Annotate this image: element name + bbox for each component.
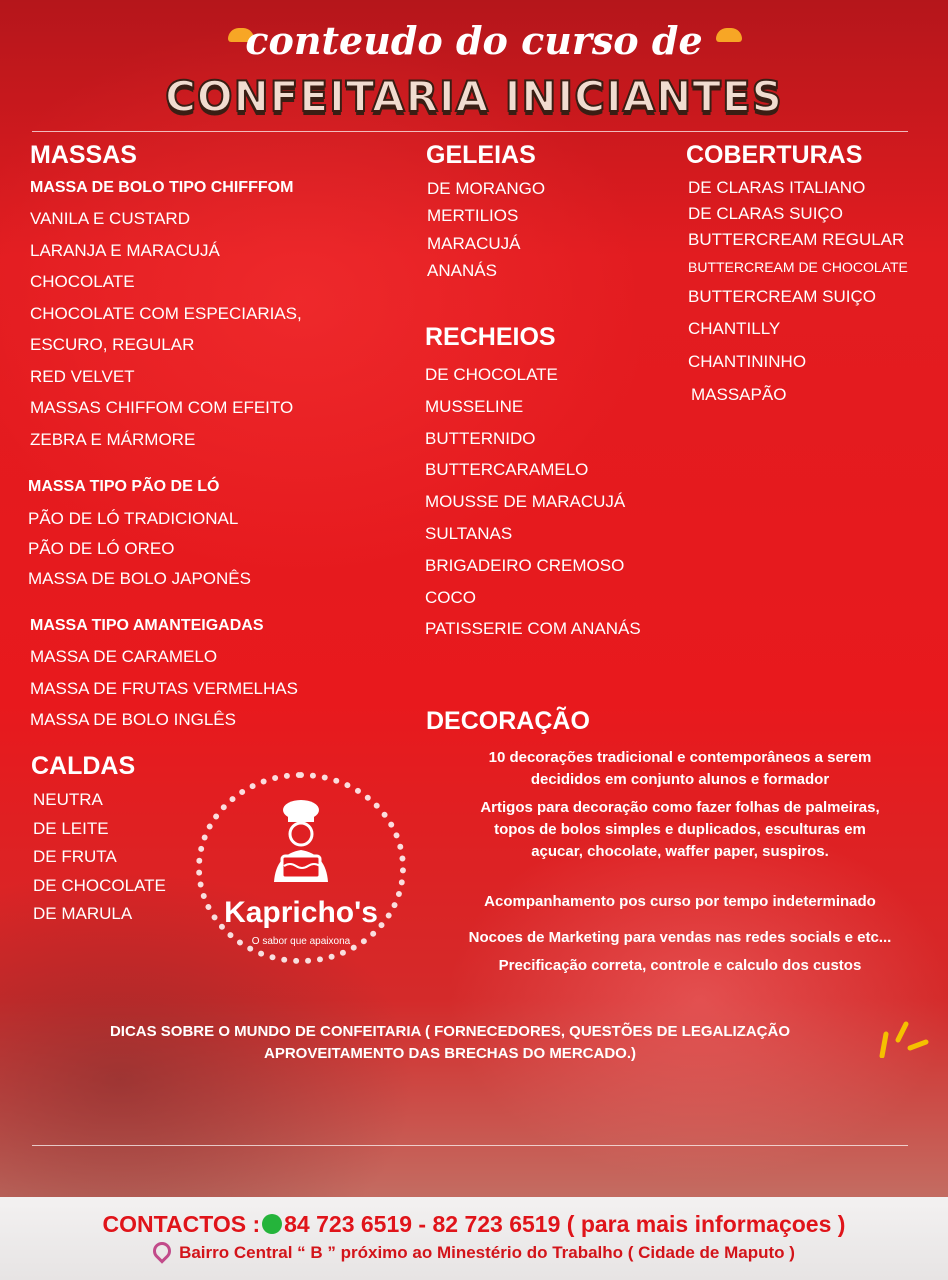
list-item: CHOCOLATE COM ESPECIARIAS, [30,303,302,323]
list-item: MASSAPÃO [691,385,787,404]
list-item: ESCURO, REGULAR [30,335,195,354]
list-item: BRIGADEIRO CREMOSO [425,555,625,575]
caldas-list [33,786,166,929]
coberturas-heading: COBERTURAS [686,141,863,169]
text-line: açucar, chocolate, waffer paper, suspiros. [531,843,829,860]
list-item: PÃO DE LÓ TRADICIONAL [28,509,239,528]
list-item: DE CLARAS ITALIANO [688,178,866,197]
list-item: DE MORANGO [427,179,546,198]
text-line: decididos em conjunto alunos e formador [530,771,830,788]
geleias-heading: GELEIAS [426,141,536,169]
list-item: BUTTERCARAMELO [425,460,589,480]
logo-tagline: O sabor que apaixona [251,936,351,947]
amanteigadas-title: MASSA TIPO AMANTEIGADAS [30,617,264,634]
list-item: MOUSSE DE MARACUJÁ [425,492,626,512]
massas-heading: MASSAS [30,141,137,169]
text-line: topos de bolos simples e duplicados, esculturas em [494,821,866,838]
caldas-heading: CALDAS [31,752,136,780]
whatsapp-icon [262,1214,282,1234]
list-item: PATISSERIE COM ANANÁS [425,619,641,639]
list-item: CHANTILLY [688,319,781,338]
pao-de-lo-title: MASSA TIPO PÃO DE LÓ [28,478,220,495]
decoracao-paragraph-1 [410,747,948,791]
list-item: NEUTRA [33,790,103,809]
dicas-text [0,1021,900,1065]
divider [32,131,908,132]
chiffon-title: MASSA DE BOLO TIPO CHIFFFOM [30,179,294,196]
list-item: MASSA DE CARAMELO [30,647,218,666]
decoracao-paragraph-5: Precificação correta, controle e calculo dos custos [498,957,862,974]
decoracao-paragraph-3: Acompanhamento pos curso por tempo indeterminado [484,893,876,910]
phone-numbers: 84 723 6519 - 82 723 6519 ( para mais informaçoes ) [284,1211,846,1237]
list-item: MUSSELINE [425,396,524,416]
list-item: DE FRUTA [33,847,117,866]
list-item: BUTTERNIDO [425,428,536,448]
list-item: COCO [425,587,476,607]
list-item: VANILA E CUSTARD [30,209,190,228]
list-item: CHANTININHO [688,352,807,371]
list-item: ZEBRA E MÁRMORE [30,429,196,449]
list-item: MASSAS CHIFFOM COM EFEITO [30,398,294,417]
pao-de-lo-list [28,504,251,594]
list-item: BUTTERCREAM DE CHOCOLATE [688,259,908,275]
sparkle-decoration-icon [874,1018,932,1058]
decoracao-paragraph-2 [410,797,948,863]
contact-label: CONTACTOS : [102,1211,261,1237]
chiffon-list [30,203,302,455]
geleias-list [427,175,545,284]
chef-with-cake-icon [268,798,334,884]
text-line: Artigos para decoração como fazer folhas de palmeiras, [480,799,880,816]
list-item: DE CLARAS SUIÇO [688,204,843,223]
decoracao-heading: DECORAÇÃO [426,707,590,735]
list-item: MERTILIOS [427,206,519,226]
list-item: BUTTERCREAM REGULAR [688,230,905,249]
coberturas-list [688,175,908,411]
contact-line [0,1211,948,1238]
address-line [0,1242,948,1263]
list-item: MASSA DE FRUTAS VERMELHAS [30,678,298,698]
text-line: APROVEITAMENTO DAS BRECHAS DO MERCADO.) [264,1045,636,1062]
list-item: DE CHOCOLATE [33,875,166,895]
list-item: SULTANAS [425,523,513,543]
list-item: CHOCOLATE [30,272,135,291]
recheios-heading: RECHEIOS [425,323,556,351]
kaprichos-logo [196,772,406,964]
list-item: PÃO DE LÓ OREO [28,539,175,558]
list-item: BUTTERCREAM SUIÇO [688,287,876,306]
list-item: RED VELVET [30,366,135,386]
list-item: MASSA DE BOLO INGLÊS [30,710,236,729]
decoracao-paragraph-4: Nocoes de Marketing para vendas nas redes socials e etc... [468,929,892,946]
list-item: DE LEITE [33,818,109,838]
address-text: Bairro Central “ B ” próximo ao Minestério do Trabalho ( Cidade de Maputo ) [179,1243,795,1262]
script-title: conteudo do curso de [245,18,703,63]
location-pin-icon [149,1238,174,1263]
recheios-list [425,359,641,645]
amanteigadas-list [30,641,298,736]
list-item: ANANÁS [427,260,497,280]
main-title: CONFEITARIA INICIANTES [165,72,783,121]
list-item: MASSA DE BOLO JAPONÊS [28,569,251,588]
text-line: 10 decorações tradicional e contemporâneos a serem [488,749,872,766]
list-item: MARACUJÁ [427,233,521,253]
divider [32,1145,908,1146]
text-line: DICAS SOBRE O MUNDO DE CONFEITARIA ( FORNECEDORES, QUESTÕES DE LEGALIZAÇÃO [109,1023,791,1040]
logo-name: Kapricho's [224,896,378,929]
footer [0,1197,948,1280]
list-item: LARANJA E MARACUJÁ [30,240,220,260]
list-item: DE CHOCOLATE [425,365,558,384]
list-item: DE MARULA [33,904,133,923]
